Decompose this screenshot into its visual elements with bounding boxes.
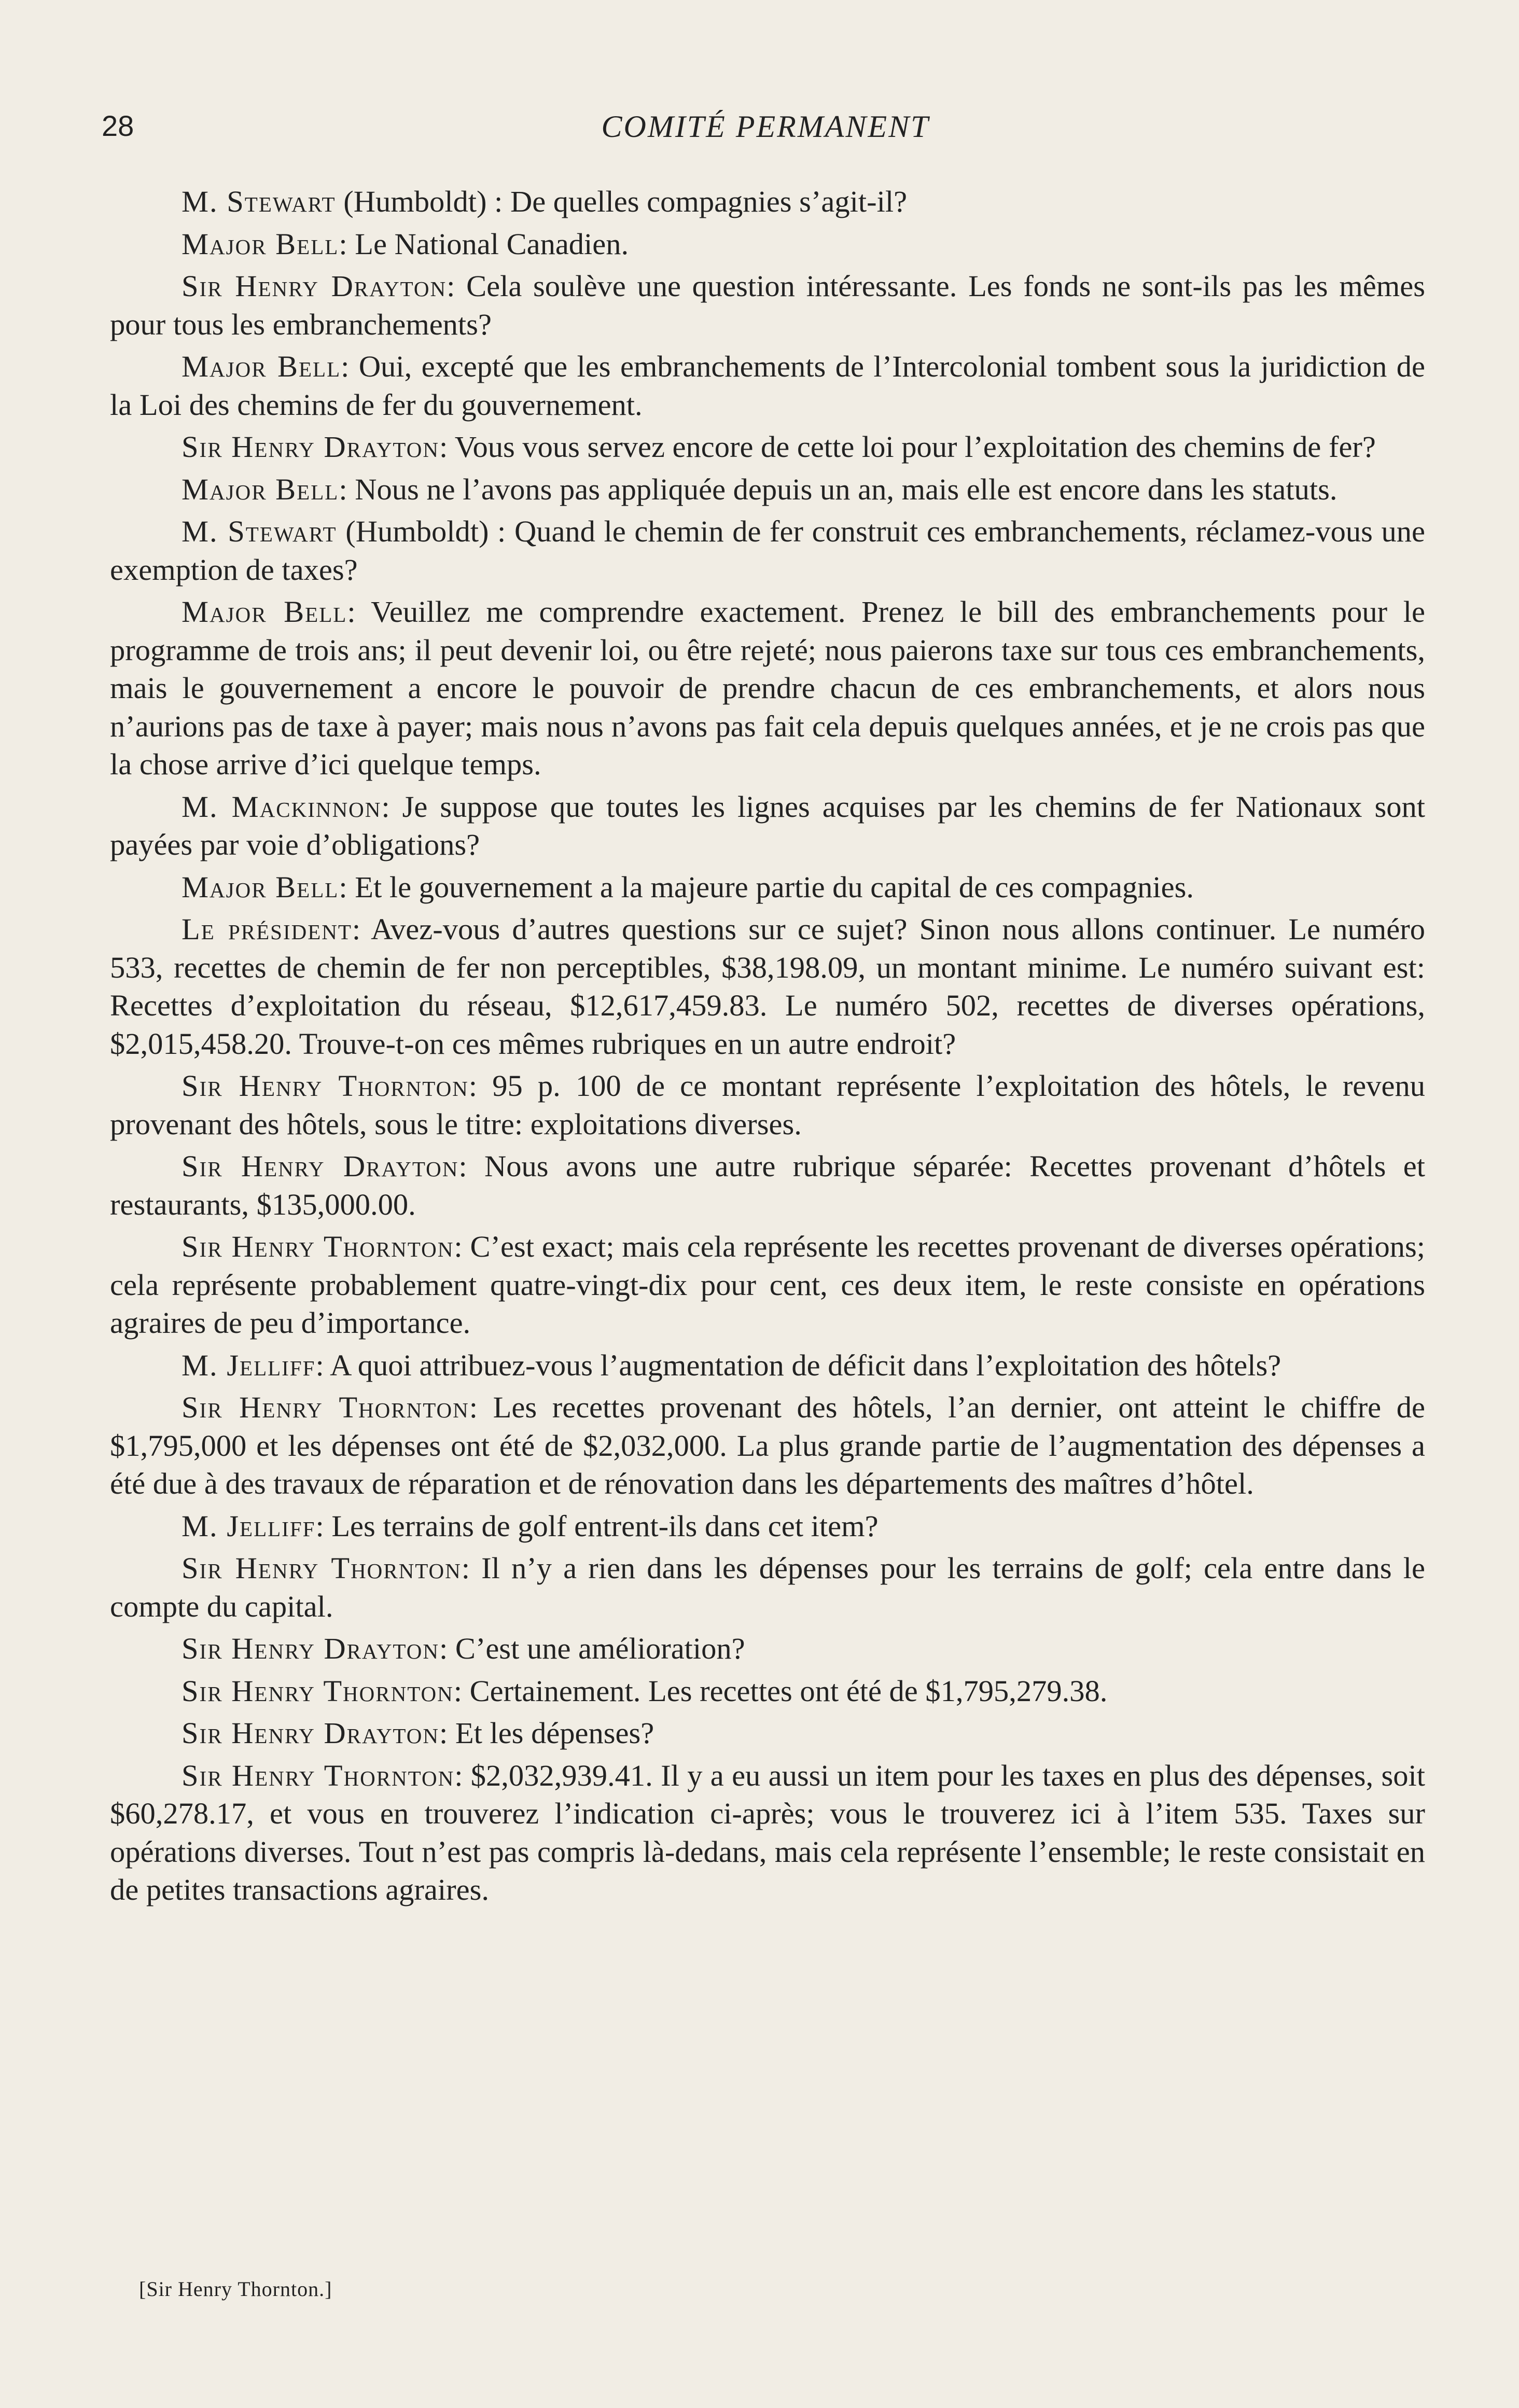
speaker-separator: : [461, 1551, 482, 1585]
transcript-paragraph [110, 470, 1425, 509]
speech-text: Il n’y a rien dans les dépenses pour les terrains de golf; cela entre dans le compte du capital. [110, 1551, 1425, 1623]
speech-text: Oui, excepté que les embranchements de l’Intercolonial tombent sous la juridiction de la Loi des chemins de fer du gouvernement. [110, 350, 1425, 422]
speaker-separator: (Humboldt) : [337, 514, 514, 548]
speaker-separator: : [439, 1632, 455, 1665]
speech-text: Veuillez me comprendre exactement. Prenez le bill des embranchements pour le programme de trois ans; il peut devenir loi, ou être rejeté; nous paierons taxe sur tous ces embranchements, mais le gouvernement a encore le pouvoir de prendre chacun de ces embranchements, et alors nous n’aurions pas de taxe à payer; mais nous n’avons pas fait cela depuis quelques années, et je ne crois pas que la chose arrive d’ici quelque temps. [110, 595, 1425, 781]
speaker-name: Sir Henry Thornton [182, 1674, 454, 1708]
page-header [102, 109, 1429, 150]
transcript-paragraph [110, 183, 1425, 221]
speaker-separator: : [454, 1230, 470, 1263]
speaker-name: Le président [182, 912, 352, 946]
speaker-separator: : [454, 1758, 471, 1792]
speech-text: C’est exact; mais cela représente les recettes provenant de diverses opérations; cela représente probablement quatre-vingt-dix pour cent, ces deux item, le reste consiste en opérations agraires de peu d’importance. [110, 1230, 1425, 1340]
transcript-paragraph [110, 225, 1425, 263]
speaker-separator: (Humboldt) : [336, 185, 510, 218]
speech-text: Nous avons une autre rubrique séparée: Recettes provenant d’hôtels et restaurants, $135,000.00. [110, 1149, 1425, 1221]
speaker-separator: : [339, 227, 355, 261]
transcript-paragraph [110, 428, 1425, 466]
speaker-separator: : [339, 472, 355, 506]
speaker-separator: : [439, 1716, 455, 1750]
transcript-paragraph [110, 593, 1425, 784]
speech-text: De quelles compagnies s’agit-il? [510, 185, 908, 218]
speaker-name: Sir Henry Thornton [182, 1758, 455, 1792]
speaker-separator: : [352, 912, 371, 946]
speaker-separator: : [468, 1069, 493, 1103]
speech-text: A quoi attribuez-vous l’augmentation de déficit dans l’exploitation des hôtels? [330, 1348, 1281, 1382]
speaker-name: Major Bell [182, 472, 339, 506]
transcript-paragraph [110, 1147, 1425, 1223]
speaker-name: M. Jelliff [182, 1348, 316, 1382]
speaker-separator: : [381, 789, 402, 824]
speaker-name: Sir Henry Thornton [182, 1390, 469, 1424]
speech-text: Quand le chemin de fer construit ces embranchements, réclamez-vous une exemption de taxes? [110, 514, 1425, 587]
speaker-name: Sir Henry Drayton [182, 1716, 439, 1750]
speaker-name: Major Bell [182, 227, 339, 261]
transcript-paragraph [110, 1757, 1425, 1909]
speech-text: C’est une amélioration? [455, 1632, 745, 1665]
transcript-paragraph [110, 1714, 1425, 1752]
speaker-separator: : [469, 1390, 493, 1424]
speaker-name: Sir Henry Drayton [182, 1632, 439, 1665]
speech-text: Le National Canadien. [355, 227, 629, 261]
speech-text: Les recettes provenant des hôtels, l’an dernier, ont atteint le chiffre de $1,795,000 et les dépenses ont été de $2,032,000. La plus grande partie de l’augmentation des dépenses a été due à des travaux de réparation et de rénovation dans les départements des maîtres d’hôtel. [110, 1390, 1425, 1500]
transcript-paragraph [110, 1228, 1425, 1342]
speaker-separator: : [315, 1509, 332, 1543]
speech-text: Et le gouvernement a la majeure partie du capital de ces compagnies. [355, 870, 1194, 904]
speaker-separator: : [315, 1348, 330, 1382]
speaker-name: Sir Henry Thornton [182, 1230, 454, 1263]
speech-text: Nous ne l’avons pas appliquée depuis un an, mais elle est encore dans les statuts. [355, 472, 1337, 506]
speech-text: Certainement. Les recettes ont été de $1,795,279.38. [469, 1674, 1108, 1708]
speech-text: Et les dépenses? [455, 1716, 654, 1750]
speaker-separator: : [439, 430, 455, 464]
transcript-paragraph [110, 1507, 1425, 1546]
speaker-separator: : [447, 269, 467, 303]
speaker-name: Major Bell [182, 595, 347, 629]
speech-text: Avez-vous d’autres questions sur ce sujet? Sinon nous allons continuer. Le numéro 533, recettes de chemin de fer non perceptibles, $38,198.09, un montant minime. Le numéro suivant est: Recettes d’exploitation du réseau, $12,617,459.83. Le numéro 502, recettes de diverses opérations, $2,015,458.20. Trouve-t-on ces mêmes rubriques en un autre endroit? [110, 912, 1426, 1061]
speaker-name: Major Bell [182, 350, 341, 383]
speech-text: Vous vous servez encore de cette loi pour l’exploitation des chemins de fer? [454, 430, 1376, 464]
transcript-paragraph [110, 1672, 1425, 1710]
transcript-paragraph [110, 868, 1425, 907]
speaker-separator: : [339, 870, 355, 904]
speaker-name: M. Stewart [182, 514, 337, 548]
speaker-name: M. Stewart [182, 185, 336, 218]
speaker-name: Sir Henry Drayton [182, 1149, 459, 1183]
transcript-paragraph [110, 512, 1425, 589]
speaker-name: Sir Henry Thornton [182, 1551, 462, 1585]
speech-text: 95 p. 100 de ce montant représente l’exploitation des hôtels, le revenu provenant des hôtels, sous le titre: exploitations diverses. [110, 1069, 1425, 1141]
transcript-paragraph [110, 1346, 1425, 1385]
speech-text: $2,032,939.41. Il y a eu aussi un item pour les taxes en plus des dépenses, soit $60,278.17, et vous en trouverez l’indication ci-après; vous le trouverez ici à l’item 535. Taxes sur opérations diverses. Tout n’est pas compris là-dedans, mais cela représente l’ensemble; le reste consistait en de petites transactions agraires. [110, 1758, 1425, 1906]
speaker-separator: : [341, 350, 359, 383]
transcript-paragraph [110, 1067, 1425, 1143]
transcript-paragraph [110, 347, 1425, 424]
speaker-separator: : [347, 595, 371, 629]
transcript-paragraph [110, 267, 1425, 343]
speaker-separator: : [458, 1149, 484, 1183]
page-number: 28 [102, 109, 134, 142]
speaker-name: Major Bell [182, 870, 339, 904]
speaker-separator: : [453, 1674, 470, 1708]
speaker-name: M. Mackinnon [182, 789, 382, 824]
speaker-name: M. Jelliff [182, 1509, 316, 1543]
transcript-paragraph [110, 1630, 1425, 1668]
transcript-paragraph [110, 788, 1425, 864]
transcript-paragraph [110, 1388, 1425, 1503]
speech-text: Les terrains de golf entrent-ils dans cet item? [331, 1509, 879, 1543]
transcript-body [110, 183, 1425, 1913]
speaker-name: Sir Henry Drayton [182, 430, 439, 464]
catchword: [Sir Henry Thornton.] [139, 2277, 332, 2301]
speech-text: Je suppose que toutes les lignes acquises par les chemins de fer Nationaux sont payées par voie d’obligations? [110, 789, 1425, 861]
speaker-name: Sir Henry Thornton [182, 1069, 469, 1103]
speaker-name: Sir Henry Drayton [182, 269, 447, 303]
transcript-paragraph [110, 1549, 1425, 1625]
running-title: COMITÉ PERMANENT [601, 109, 930, 144]
speech-text: Cela soulève une question intéressante. Les fonds ne sont-ils pas les mêmes pour tous les embranchements? [110, 269, 1425, 341]
transcript-paragraph [110, 910, 1425, 1063]
